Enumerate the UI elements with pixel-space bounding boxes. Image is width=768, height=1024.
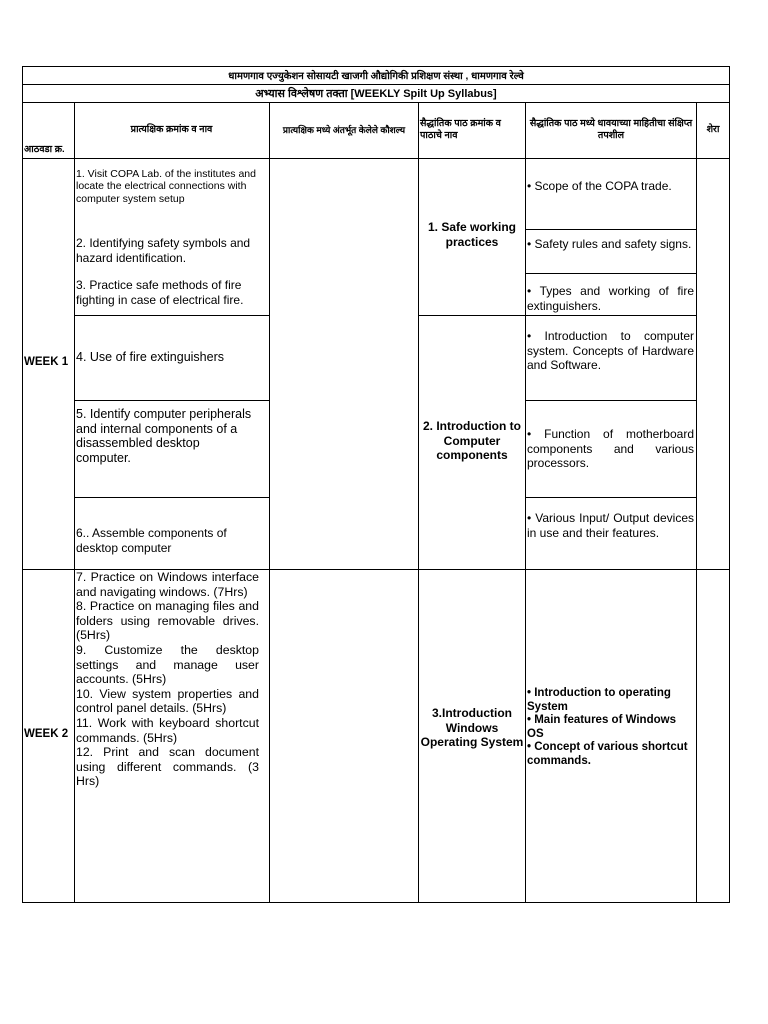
- column-header-practical: प्रात्यक्षिक क्रमांक व नाव: [130, 124, 213, 135]
- theory-detail-3: • Types and working of fire extinguishers.: [527, 284, 694, 313]
- column-header-skills: प्रात्यक्षिक मध्ये अंतर्भूत केलेले कौशल्य: [282, 125, 406, 135]
- theory-detail-7: • Introduction to operating System: [527, 687, 671, 713]
- practical-5: 5. Identify computer peripherals and internal components of a disassembled desktop computer.: [76, 407, 252, 465]
- theory-lesson-2: 2. Introduction to Computer components: [423, 419, 521, 463]
- institute-title: धामणगाव एज्युकेशन सोसायटी खाजगी औद्योगिकी प्रशिक्षण संस्था , धामणगाव रेल्वे: [228, 71, 524, 82]
- week-2-theory-details: [527, 687, 694, 769]
- theory-detail-4: • Introduction to computer system. Concepts of Hardware and Software.: [527, 329, 694, 373]
- week-2-practicals: 7. Practice on Windows interface and navigating windows. (7Hrs) 8. Practice on managing files and folders using removable drives. (5Hrs) 9. Customize the desktop settings and manage user accounts. (5Hrs) 10. View system properties and control panel details. (5Hrs) 11. Work with keyboard shortcut commands. (5Hrs) 12. Print and scan document using different commands. (3 Hrs): [76, 570, 259, 789]
- syllabus-subtitle: अभ्यास विश्लेषण तक्ता [WEEKLY Spilt Up Syllabus]: [255, 88, 497, 100]
- theory-detail-5: • Function of motherboard components and various processors.: [527, 427, 694, 471]
- practical-3: 3. Practice safe methods of fire fighting in case of electrical fire.: [76, 278, 244, 307]
- theory-detail-9: • Concept of various shortcut commands.: [527, 741, 688, 767]
- theory-detail-6: • Various Input/ Output devices in use and their features.: [527, 511, 694, 540]
- practical-2: 2. Identifying safety symbols and hazard identification.: [76, 236, 251, 265]
- theory-lesson-3: 3.Introduction Windows Operating System: [420, 706, 524, 750]
- theory-detail-1: • Scope of the COPA trade.: [527, 179, 672, 193]
- column-header-week: आठवडा क्र.: [24, 144, 65, 155]
- column-header-theory-details: सैद्धांतिक पाठ मध्ये धावयाच्या माहितीचा संक्षिप्त तपशील: [529, 118, 693, 141]
- column-header-theory-lesson: सैद्धांतिक पाठ क्रमांक व पाठाचे नाव: [420, 118, 501, 141]
- practical-4: 4. Use of fire extinguishers: [76, 350, 224, 364]
- theory-detail-2: • Safety rules and safety signs.: [527, 237, 692, 251]
- week-1-label: WEEK 1: [24, 356, 69, 368]
- theory-detail-8: • Main features of Windows OS: [527, 714, 676, 740]
- theory-lesson-1: 1. Safe working practices: [427, 220, 517, 249]
- practical-6: 6.. Assemble components of desktop computer: [76, 526, 227, 555]
- week-2-label: WEEK 2: [24, 728, 69, 740]
- practical-1: 1. Visit COPA Lab. of the institutes and locate the electrical connections with computer system setup: [76, 168, 256, 205]
- column-header-remarks: शेरा: [706, 124, 720, 135]
